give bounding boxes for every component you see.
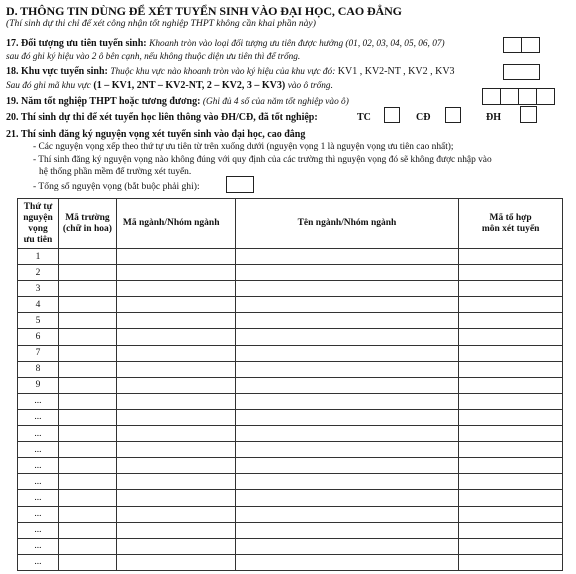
cell-school-code[interactable]: [58, 393, 116, 409]
table-row: [18, 329, 563, 345]
cell-major-name[interactable]: [235, 329, 459, 345]
cell-major-code[interactable]: [116, 361, 235, 377]
q18-line2-prefix: Sau đó ghi mã khu vực: [6, 81, 91, 91]
cell-school-code[interactable]: [58, 474, 116, 490]
cell-order: 2: [18, 265, 59, 281]
q17-box-2[interactable]: [521, 37, 540, 53]
table-row: [18, 393, 563, 409]
q21-note-1: - Các nguyện vọng xếp theo thứ tự ưu tiên từ trên xuống dưới (nguyện vọng 1 là nguyện vọng ưu tiên cao nhất);: [33, 142, 454, 152]
cell-major-code[interactable]: [116, 474, 235, 490]
table-row: [18, 554, 563, 570]
col-header-school-l2: (chữ in hoa): [62, 223, 112, 234]
q19-box-4[interactable]: [536, 88, 555, 105]
cell-order: ...: [18, 522, 59, 538]
q21-note-2b: hệ thống phần mềm để trường xét tuyển.: [39, 167, 192, 177]
cell-school-code[interactable]: [58, 249, 116, 265]
cell-major-code[interactable]: [116, 345, 235, 361]
table-row: [18, 458, 563, 474]
table-row: [18, 297, 563, 313]
table-row: [18, 442, 563, 458]
col-header-major-name: Tên ngành/Nhóm ngành: [235, 199, 459, 249]
cell-combo[interactable]: [459, 393, 563, 409]
cell-school-code[interactable]: [58, 281, 116, 297]
table-row: [18, 409, 563, 425]
cell-school-code[interactable]: [58, 538, 116, 554]
cell-major-name[interactable]: [235, 426, 459, 442]
cell-school-code[interactable]: [58, 329, 116, 345]
cell-major-code[interactable]: [116, 329, 235, 345]
table-row: [18, 249, 563, 265]
cell-major-code[interactable]: [116, 554, 235, 570]
q21-label: 21. Thí sinh đăng ký nguyện vọng xét tuyển sinh vào đại học, cao đẳng: [6, 129, 306, 140]
cell-order: ...: [18, 506, 59, 522]
cell-major-code[interactable]: [116, 409, 235, 425]
cell-major-name[interactable]: [235, 377, 459, 393]
cell-major-code[interactable]: [116, 458, 235, 474]
cell-combo[interactable]: [459, 538, 563, 554]
cell-major-name[interactable]: [235, 538, 459, 554]
cell-order: 7: [18, 345, 59, 361]
cell-school-code[interactable]: [58, 506, 116, 522]
cell-order: 3: [18, 281, 59, 297]
table-row: [18, 265, 563, 281]
q18-line: [6, 66, 455, 77]
cell-school-code[interactable]: [58, 345, 116, 361]
cell-order: ...: [18, 442, 59, 458]
cell-order: 1: [18, 249, 59, 265]
cell-combo[interactable]: [459, 377, 563, 393]
q18-line2-codes: (1 – KV1, 2NT – KV2-NT, 2 – KV2, 3 – KV3): [93, 80, 286, 91]
q21-total-box[interactable]: [226, 176, 254, 193]
cell-combo[interactable]: [459, 297, 563, 313]
cell-major-code[interactable]: [116, 522, 235, 538]
table-row: [18, 377, 563, 393]
section-subtitle: (Thí sinh dự thi chỉ để xét công nhận tốt nghiệp THPT không cần khai phần này): [6, 18, 316, 29]
table-row: [18, 281, 563, 297]
cell-major-code[interactable]: [116, 442, 235, 458]
q19-box-3[interactable]: [518, 88, 537, 105]
cell-combo[interactable]: [459, 554, 563, 570]
q19-label: 19. Năm tốt nghiệp THPT hoặc tương đương:: [6, 96, 201, 107]
cell-combo[interactable]: [459, 313, 563, 329]
col-header-order-l4: ưu tiên: [23, 234, 53, 245]
q18-line-2: [6, 80, 333, 91]
cell-major-name[interactable]: [235, 458, 459, 474]
col-header-combo: [459, 199, 563, 249]
cell-order: 6: [18, 329, 59, 345]
col-header-combo-l2: môn xét tuyển: [481, 223, 540, 234]
cell-order: 8: [18, 361, 59, 377]
cell-combo[interactable]: [459, 426, 563, 442]
cell-major-name[interactable]: [235, 474, 459, 490]
cell-school-code[interactable]: [58, 361, 116, 377]
table-header-row: [18, 199, 563, 249]
table-row: [18, 490, 563, 506]
cell-school-code[interactable]: [58, 490, 116, 506]
cell-major-code[interactable]: [116, 281, 235, 297]
cell-major-code[interactable]: [116, 265, 235, 281]
cell-major-name[interactable]: [235, 490, 459, 506]
table-row: [18, 313, 563, 329]
cell-major-code[interactable]: [116, 490, 235, 506]
cell-combo[interactable]: [459, 458, 563, 474]
section-title: D. THÔNG TIN DÙNG ĐỂ XÉT TUYỂN SINH VÀO ĐẠI HỌC, CAO ĐẲNG: [6, 4, 402, 18]
q18-options: KV1 , KV2-NT , KV2 , KV3: [337, 66, 455, 77]
table-row: [18, 361, 563, 377]
cell-major-name[interactable]: [235, 506, 459, 522]
cell-combo[interactable]: [459, 345, 563, 361]
cell-combo[interactable]: [459, 522, 563, 538]
cell-major-code[interactable]: [116, 426, 235, 442]
cell-combo[interactable]: [459, 409, 563, 425]
col-header-school-l1: Mã trường: [65, 212, 110, 223]
col-header-order: [18, 199, 59, 249]
cell-major-code[interactable]: [116, 313, 235, 329]
cell-school-code[interactable]: [58, 297, 116, 313]
table-row: [18, 426, 563, 442]
cell-major-name[interactable]: [235, 409, 459, 425]
cell-order: 5: [18, 313, 59, 329]
table-row: [18, 538, 563, 554]
col-header-order-l3: vọng: [28, 223, 48, 234]
cell-major-code[interactable]: [116, 249, 235, 265]
q17-label: 17. Đối tượng ưu tiên tuyển sinh:: [6, 38, 147, 49]
table-row: [18, 506, 563, 522]
cell-school-code[interactable]: [58, 409, 116, 425]
cell-combo[interactable]: [459, 474, 563, 490]
q20-label: 20. Thí sinh dự thi để xét tuyển học liên thông vào ĐH/CĐ, đã tốt nghiệp:: [6, 112, 318, 123]
cell-major-name[interactable]: [235, 393, 459, 409]
cell-combo[interactable]: [459, 506, 563, 522]
cell-combo[interactable]: [459, 442, 563, 458]
cell-order: ...: [18, 458, 59, 474]
cell-combo[interactable]: [459, 249, 563, 265]
cell-combo[interactable]: [459, 361, 563, 377]
cell-combo[interactable]: [459, 281, 563, 297]
cell-order: 4: [18, 297, 59, 313]
cell-major-name[interactable]: [235, 249, 459, 265]
cell-major-name[interactable]: [235, 281, 459, 297]
q17-instruction-2: sau đó ghi ký hiệu vào 2 ô bên cạnh, nếu không thuộc diện ưu tiên thì để trống.: [6, 52, 301, 62]
q19-instruction: (Ghi đủ 4 số của năm tốt nghiệp vào ô): [202, 97, 349, 107]
cell-combo[interactable]: [459, 490, 563, 506]
q17-instruction: Khoanh tròn vào loại đối tượng ưu tiên được hưởng (01, 02, 03, 04, 05, 06, 07): [149, 39, 445, 49]
cell-school-code[interactable]: [58, 554, 116, 570]
q20-cd-checkbox[interactable]: [445, 107, 461, 123]
cell-order: ...: [18, 393, 59, 409]
cell-order: ...: [18, 538, 59, 554]
wishes-table: [17, 198, 563, 571]
cell-major-code[interactable]: [116, 393, 235, 409]
cell-major-name[interactable]: [235, 345, 459, 361]
q20-opt-cd: CĐ: [416, 112, 431, 123]
table-row: [18, 522, 563, 538]
cell-major-code[interactable]: [116, 297, 235, 313]
q19-box-1[interactable]: [482, 88, 501, 105]
cell-combo[interactable]: [459, 265, 563, 281]
q20-dh-checkbox[interactable]: [520, 106, 537, 123]
cell-school-code[interactable]: [58, 265, 116, 281]
cell-school-code[interactable]: [58, 377, 116, 393]
cell-major-name[interactable]: [235, 554, 459, 570]
table-row: [18, 474, 563, 490]
cell-major-name[interactable]: [235, 265, 459, 281]
q19-line: [6, 96, 349, 107]
cell-order: ...: [18, 474, 59, 490]
cell-combo[interactable]: [459, 329, 563, 345]
table-row: [18, 345, 563, 361]
cell-order: ...: [18, 426, 59, 442]
cell-order: ...: [18, 554, 59, 570]
cell-major-name[interactable]: [235, 313, 459, 329]
q18-line2-suffix: vào ô trống.: [287, 81, 333, 91]
cell-school-code[interactable]: [58, 426, 116, 442]
cell-school-code[interactable]: [58, 313, 116, 329]
cell-major-name[interactable]: [235, 361, 459, 377]
q20-opt-dh: ĐH: [486, 112, 501, 123]
cell-major-code[interactable]: [116, 377, 235, 393]
cell-school-code[interactable]: [58, 458, 116, 474]
cell-major-name[interactable]: [235, 522, 459, 538]
cell-school-code[interactable]: [58, 442, 116, 458]
cell-order: ...: [18, 409, 59, 425]
col-header-order-l2: nguyện: [23, 212, 53, 223]
q17-box-1[interactable]: [503, 37, 522, 53]
q21-total-label: - Tổng số nguyện vọng (bắt buộc phải ghi):: [33, 181, 200, 192]
cell-major-code[interactable]: [116, 506, 235, 522]
col-header-school-code: [58, 199, 116, 249]
cell-school-code[interactable]: [58, 522, 116, 538]
q18-instruction: Thuộc khu vực nào khoanh tròn vào ký hiệu của khu vực đó:: [110, 67, 336, 77]
q17-line: [6, 38, 445, 49]
cell-major-name[interactable]: [235, 297, 459, 313]
cell-major-name[interactable]: [235, 442, 459, 458]
q20-opt-tc: TC: [357, 112, 371, 123]
q20-tc-checkbox[interactable]: [384, 107, 400, 123]
col-header-order-l1: Thứ tự: [23, 201, 53, 212]
cell-order: 9: [18, 377, 59, 393]
q18-box[interactable]: [503, 64, 540, 80]
cell-major-code[interactable]: [116, 538, 235, 554]
col-header-combo-l1: Mã tổ hợp: [489, 212, 532, 223]
q18-label: 18. Khu vực tuyển sinh:: [6, 66, 108, 77]
cell-order: ...: [18, 490, 59, 506]
q19-box-2[interactable]: [500, 88, 519, 105]
col-header-major-code: Mã ngành/Nhóm ngành: [116, 199, 235, 249]
q21-note-2: - Thí sinh đăng ký nguyện vọng nào không đúng với quy định của các trường thì nguyện vọng đó sẽ không được nhập vào: [33, 155, 492, 165]
